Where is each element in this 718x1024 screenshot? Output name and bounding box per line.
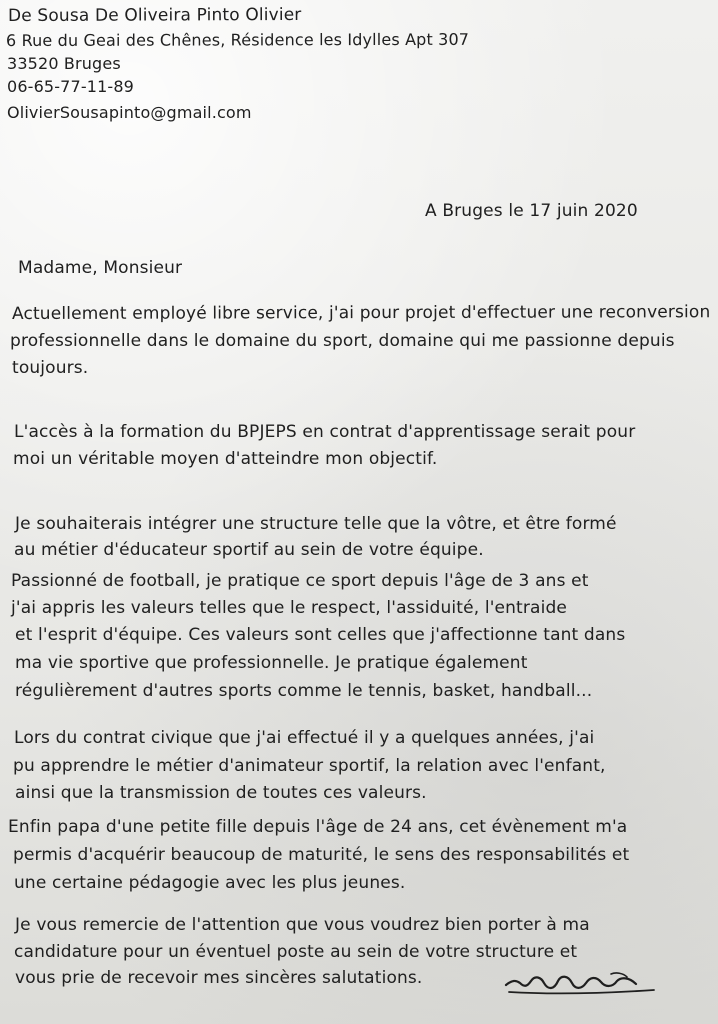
body-line: pu apprendre le métier d'animateur sportif, la relation avec l'enfant, <box>13 756 606 776</box>
body-line: ma vie sportive que professionnelle. Je pratique également <box>15 653 528 673</box>
sender-phone: 06-65-77-11-89 <box>7 77 134 96</box>
body-line: Actuellement employé libre service, j'ai pour projet d'effectuer une reconversion <box>11 302 711 324</box>
sender-address-line-1: 6 Rue du Geai des Chênes, Résidence les Idylles Apt 307 <box>5 29 470 50</box>
body-line: professionnelle dans le domaine du sport, domaine qui me passionne depuis <box>10 331 675 351</box>
body-line: moi un véritable moyen d'atteindre mon objectif. <box>13 449 438 469</box>
body-line: L'accès à la formation du BPJEPS en contrat d'apprentissage serait pour <box>14 422 636 442</box>
body-line: Passionné de football, je pratique ce sport depuis l'âge de 3 ans et <box>11 571 589 591</box>
body-line: Lors du contrat civique que j'ai effectué il y a quelques années, j'ai <box>14 728 595 748</box>
body-line: Je souhaiterais intégrer une structure telle que la vôtre, et être formé <box>15 514 617 534</box>
body-line: j'ai appris les valeurs telles que le respect, l'assiduité, l'entraide <box>11 598 567 618</box>
handwritten-signature <box>500 963 670 999</box>
signature-icon <box>500 963 670 999</box>
body-line: et l'esprit d'équipe. Ces valeurs sont celles que j'affectionne tant dans <box>15 625 626 645</box>
body-line: permis d'acquérir beaucoup de maturité, le sens des responsabilités et <box>13 845 630 865</box>
greeting: Madame, Monsieur <box>18 258 183 278</box>
body-line: Je vous remercie de l'attention que vous voudrez bien porter à ma <box>15 915 590 935</box>
sender-email: OlivierSousapinto@gmail.com <box>7 103 252 122</box>
body-line: une certaine pédagogie avec les plus jeunes. <box>14 873 406 893</box>
body-line: toujours. <box>12 358 89 378</box>
sender-address-line-2: 33520 Bruges <box>7 54 121 73</box>
body-line: ainsi que la transmission de toutes ces valeurs. <box>15 783 427 803</box>
body-line: candidature pour un éventuel poste au sein de votre structure et <box>14 942 578 962</box>
body-line: régulièrement d'autres sports comme le tennis, basket, handball... <box>15 681 593 701</box>
date-line: A Bruges le 17 juin 2020 <box>425 201 638 221</box>
body-line: vous prie de recevoir mes sincères salutations. <box>15 968 423 988</box>
sender-name: De Sousa De Oliveira Pinto Olivier <box>7 4 302 26</box>
body-line: Enfin papa d'une petite fille depuis l'âge de 24 ans, cet évènement m'a <box>8 817 628 837</box>
body-line: au métier d'éducateur sportif au sein de votre équipe. <box>14 540 484 560</box>
